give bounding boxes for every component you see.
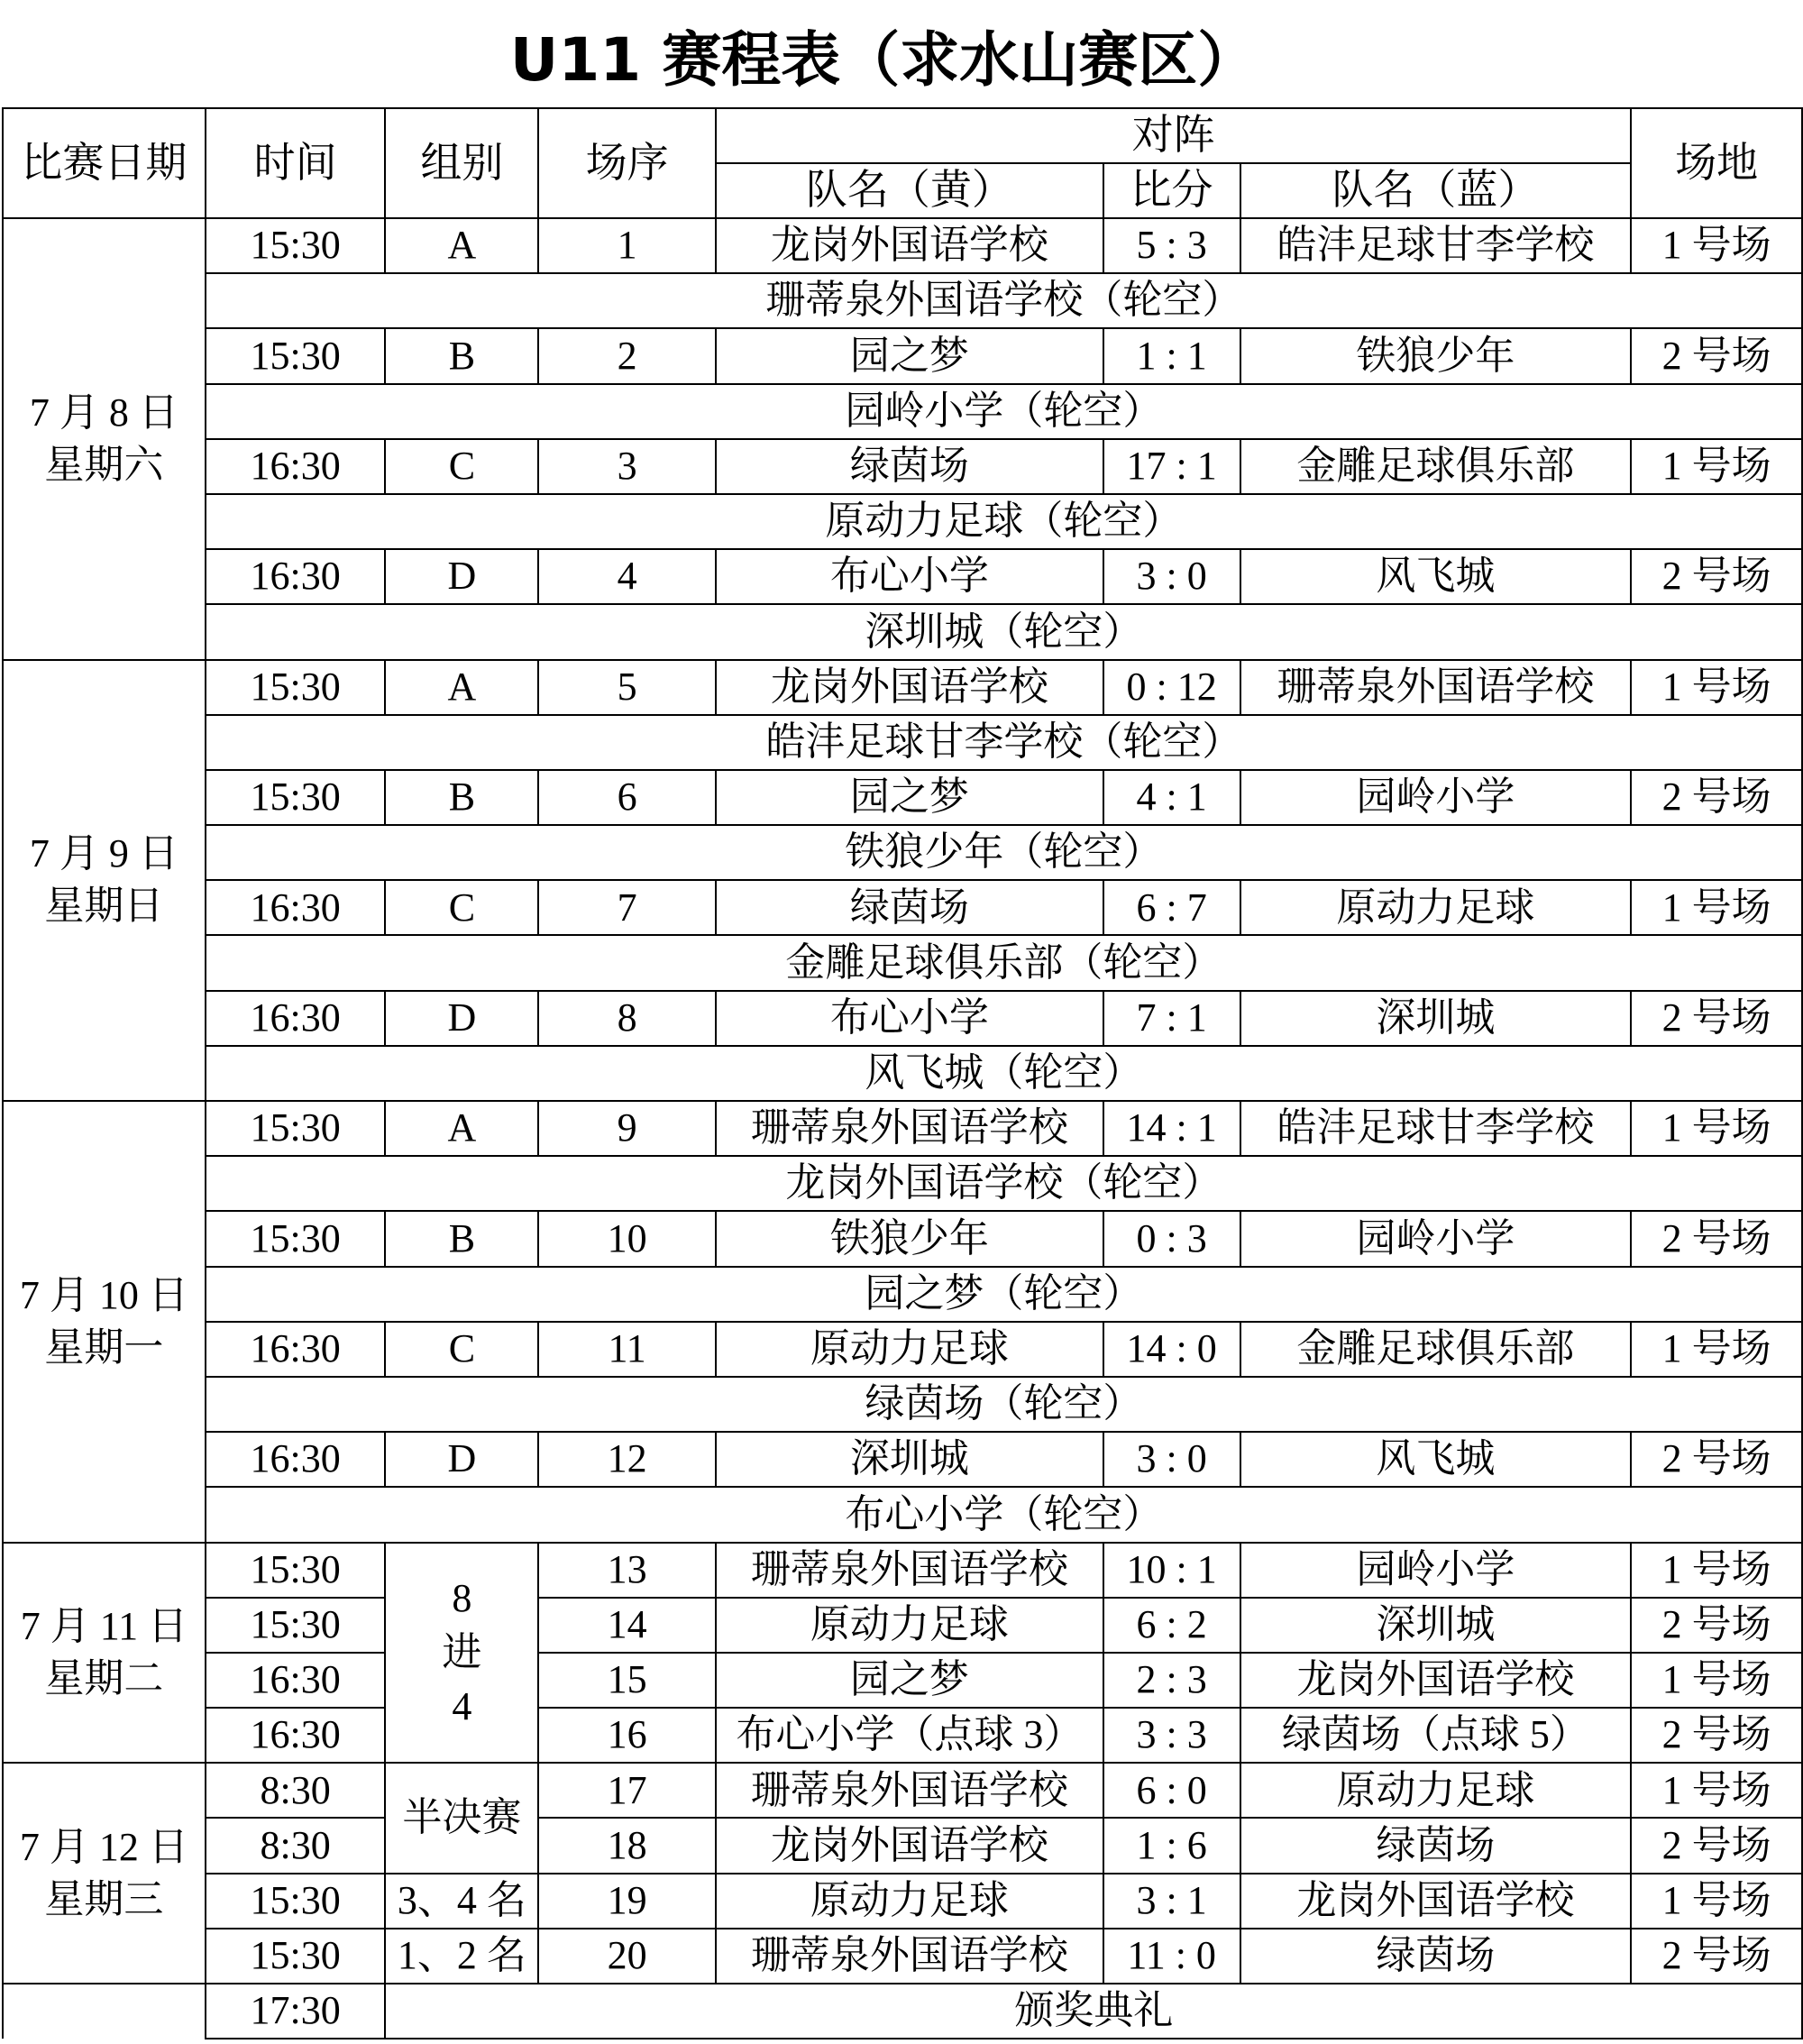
bye-cell: 原动力足球（轮空） — [206, 494, 1802, 549]
team-yellow-cell: 绿茵场 — [716, 880, 1103, 935]
bye-cell: 绿茵场（轮空） — [206, 1377, 1802, 1432]
group-cell: A — [385, 660, 538, 715]
team-yellow-cell: 铁狼少年 — [716, 1211, 1103, 1266]
group-cell: D — [385, 549, 538, 604]
team-blue-cell: 绿茵场 — [1240, 1818, 1632, 1873]
score-cell: 3 : 0 — [1103, 1432, 1240, 1487]
team-blue-cell: 金雕足球俱乐部 — [1240, 439, 1632, 494]
bye-cell: 金雕足球俱乐部（轮空） — [206, 935, 1802, 990]
score-cell: 1 : 6 — [1103, 1818, 1240, 1873]
time-cell: 15:30 — [206, 1543, 386, 1598]
score-cell: 3 : 3 — [1103, 1708, 1240, 1763]
page-title: U11 赛程表（求水山赛区） — [509, 25, 1258, 95]
date-label: 7 月 9 日 — [29, 831, 178, 876]
venue-cell: 1 号场 — [1631, 1101, 1802, 1156]
team-yellow-cell: 绿茵场 — [716, 439, 1103, 494]
team-yellow-cell: 珊蒂泉外国语学校 — [716, 1929, 1103, 1984]
table-row — [3, 935, 1802, 990]
time-cell: 16:30 — [206, 549, 386, 604]
team-blue-cell: 原动力足球 — [1240, 1763, 1632, 1818]
team-blue-cell: 珊蒂泉外国语学校 — [1240, 660, 1632, 715]
table-row — [3, 1156, 1802, 1211]
team-blue-cell: 风飞城 — [1240, 549, 1632, 604]
team-yellow-cell: 园之梦 — [716, 328, 1103, 383]
table-row — [3, 1984, 1802, 2039]
date-label: 7 月 11 日 — [20, 1603, 188, 1648]
weekday-label: 星期二 — [44, 1655, 164, 1700]
bye-cell: 皓沣足球甘李学校（轮空） — [206, 715, 1802, 770]
group-cell: B — [385, 770, 538, 825]
time-cell: 15:30 — [206, 328, 386, 383]
team-blue-cell: 园岭小学 — [1240, 1211, 1632, 1266]
order-cell: 3 — [538, 439, 716, 494]
team-blue-cell: 金雕足球俱乐部 — [1240, 1322, 1632, 1377]
table-row — [3, 1101, 1802, 1156]
table-row — [3, 1543, 1802, 1598]
order-cell: 18 — [538, 1818, 716, 1873]
team-blue-cell: 园岭小学 — [1240, 770, 1632, 825]
score-cell: 6 : 7 — [1103, 880, 1240, 935]
table-row — [3, 1432, 1802, 1487]
bye-cell: 深圳城（轮空） — [206, 604, 1802, 659]
team-yellow-cell: 园之梦 — [716, 770, 1103, 825]
venue-cell: 1 号场 — [1631, 1874, 1802, 1929]
score-cell: 0 : 12 — [1103, 660, 1240, 715]
time-cell: 15:30 — [206, 660, 386, 715]
team-yellow-cell: 园之梦 — [716, 1653, 1103, 1708]
score-cell: 14 : 1 — [1103, 1101, 1240, 1156]
table-row — [3, 1818, 1802, 1873]
table-row — [3, 1708, 1802, 1763]
time-cell: 15:30 — [206, 1598, 386, 1653]
venue-cell: 2 号场 — [1631, 1432, 1802, 1487]
time-cell: 15:30 — [206, 1101, 386, 1156]
table-row — [3, 660, 1802, 715]
header-venue: 场地 — [1631, 108, 1802, 218]
table-row — [3, 770, 1802, 825]
team-yellow-cell: 原动力足球 — [716, 1598, 1103, 1653]
table-row — [3, 825, 1802, 880]
venue-cell: 2 号场 — [1631, 1211, 1802, 1266]
table-row — [3, 880, 1802, 935]
table-row — [3, 384, 1802, 439]
time-cell: 15:30 — [206, 770, 386, 825]
date-label: 7 月 12 日 — [19, 1824, 188, 1869]
score-cell: 17 : 1 — [1103, 439, 1240, 494]
venue-cell: 1 号场 — [1631, 660, 1802, 715]
team-blue-cell: 皓沣足球甘李学校 — [1240, 1101, 1632, 1156]
date-cell — [3, 660, 206, 1102]
score-cell: 7 : 1 — [1103, 991, 1240, 1046]
team-yellow-cell: 布心小学 — [716, 991, 1103, 1046]
date-cell — [3, 218, 206, 660]
weekday-label: 星期六 — [44, 442, 164, 487]
team-blue-cell: 铁狼少年 — [1240, 328, 1632, 383]
table-row — [3, 1653, 1802, 1708]
team-yellow-cell: 布心小学 — [716, 549, 1103, 604]
team-blue-cell: 原动力足球 — [1240, 880, 1632, 935]
stage-cell — [385, 1543, 538, 1764]
venue-cell: 1 号场 — [1631, 1763, 1802, 1818]
score-cell: 4 : 1 — [1103, 770, 1240, 825]
order-cell: 4 — [538, 549, 716, 604]
team-yellow-cell: 原动力足球 — [716, 1322, 1103, 1377]
order-cell: 13 — [538, 1543, 716, 1598]
header-date: 比赛日期 — [3, 108, 206, 218]
venue-cell: 1 号场 — [1631, 1653, 1802, 1708]
order-cell: 20 — [538, 1929, 716, 1984]
order-cell: 7 — [538, 880, 716, 935]
time-cell: 15:30 — [206, 1874, 386, 1929]
venue-cell: 1 号场 — [1631, 1322, 1802, 1377]
stage-cell: 半决赛 — [385, 1763, 538, 1873]
table-row — [3, 1487, 1802, 1542]
team-blue-cell: 龙岗外国语学校 — [1240, 1653, 1632, 1708]
table-row — [3, 218, 1802, 273]
order-cell: 15 — [538, 1653, 716, 1708]
order-cell: 6 — [538, 770, 716, 825]
empty-date-cell — [3, 1984, 206, 2039]
score-cell: 3 : 0 — [1103, 549, 1240, 604]
ceremony-cell: 颁奖典礼 — [385, 1984, 1802, 2039]
order-cell: 12 — [538, 1432, 716, 1487]
venue-cell: 2 号场 — [1631, 549, 1802, 604]
team-yellow-cell: 珊蒂泉外国语学校 — [716, 1101, 1103, 1156]
date-cell — [3, 1543, 206, 1764]
stage-line: 进 — [442, 1629, 482, 1674]
bye-cell: 铁狼少年（轮空） — [206, 825, 1802, 880]
header-team-blue: 队名（蓝） — [1240, 163, 1632, 218]
score-cell: 0 : 3 — [1103, 1211, 1240, 1266]
group-cell: C — [385, 439, 538, 494]
group-cell: D — [385, 1432, 538, 1487]
team-blue-cell: 皓沣足球甘李学校 — [1240, 218, 1632, 273]
header-group: 组别 — [385, 108, 538, 218]
time-cell: 17:30 — [206, 1984, 386, 2039]
bye-cell: 园岭小学（轮空） — [206, 384, 1802, 439]
group-cell: B — [385, 328, 538, 383]
weekday-label: 星期日 — [44, 884, 164, 929]
time-cell: 16:30 — [206, 1708, 386, 1763]
stage-line: 8 — [452, 1575, 472, 1620]
date-label: 7 月 10 日 — [19, 1272, 188, 1317]
team-blue-cell: 深圳城 — [1240, 991, 1632, 1046]
venue-cell: 2 号场 — [1631, 770, 1802, 825]
team-yellow-cell: 布心小学（点球 3） — [716, 1708, 1103, 1763]
team-blue-cell: 绿茵场 — [1240, 1929, 1632, 1984]
order-cell: 16 — [538, 1708, 716, 1763]
score-cell: 6 : 0 — [1103, 1763, 1240, 1818]
header-matchup: 对阵 — [716, 108, 1631, 163]
team-yellow-cell: 深圳城 — [716, 1432, 1103, 1487]
group-cell: B — [385, 1211, 538, 1266]
score-cell: 10 : 1 — [1103, 1543, 1240, 1598]
group-cell: A — [385, 1101, 538, 1156]
group-cell: D — [385, 991, 538, 1046]
team-yellow-cell: 珊蒂泉外国语学校 — [716, 1763, 1103, 1818]
table-row — [3, 1267, 1802, 1322]
venue-cell: 2 号场 — [1631, 1818, 1802, 1873]
time-cell: 15:30 — [206, 1929, 386, 1984]
venue-cell: 2 号场 — [1631, 1598, 1802, 1653]
team-yellow-cell: 珊蒂泉外国语学校 — [716, 1543, 1103, 1598]
team-yellow-cell: 龙岗外国语学校 — [716, 660, 1103, 715]
time-cell: 15:30 — [206, 1211, 386, 1266]
bye-cell: 布心小学（轮空） — [206, 1487, 1802, 1542]
table-row — [3, 991, 1802, 1046]
weekday-label: 星期一 — [44, 1324, 164, 1370]
team-blue-cell: 绿茵场（点球 5） — [1240, 1708, 1632, 1763]
order-cell: 11 — [538, 1322, 716, 1377]
bye-cell: 风飞城（轮空） — [206, 1046, 1802, 1101]
bye-cell: 园之梦（轮空） — [206, 1267, 1802, 1322]
team-yellow-cell: 龙岗外国语学校 — [716, 218, 1103, 273]
group-cell: A — [385, 218, 538, 273]
time-cell: 16:30 — [206, 880, 386, 935]
score-cell: 11 : 0 — [1103, 1929, 1240, 1984]
time-cell: 15:30 — [206, 218, 386, 273]
score-cell: 3 : 1 — [1103, 1874, 1240, 1929]
score-cell: 6 : 2 — [1103, 1598, 1240, 1653]
order-cell: 19 — [538, 1874, 716, 1929]
order-cell: 9 — [538, 1101, 716, 1156]
table-row — [3, 328, 1802, 383]
score-cell: 1 : 1 — [1103, 328, 1240, 383]
date-cell — [3, 1763, 206, 1984]
table-row — [3, 715, 1802, 770]
score-cell: 2 : 3 — [1103, 1653, 1240, 1708]
time-cell: 16:30 — [206, 991, 386, 1046]
venue-cell: 2 号场 — [1631, 991, 1802, 1046]
venue-cell: 1 号场 — [1631, 880, 1802, 935]
order-cell: 8 — [538, 991, 716, 1046]
table-row — [3, 1929, 1802, 1984]
table-row — [3, 549, 1802, 604]
time-cell: 8:30 — [206, 1763, 386, 1818]
table-row — [3, 273, 1802, 328]
venue-cell: 1 号场 — [1631, 1543, 1802, 1598]
score-cell: 14 : 0 — [1103, 1322, 1240, 1377]
team-yellow-cell: 原动力足球 — [716, 1874, 1103, 1929]
order-cell: 1 — [538, 218, 716, 273]
venue-cell: 2 号场 — [1631, 328, 1802, 383]
table-row — [3, 1211, 1802, 1266]
time-cell: 16:30 — [206, 1322, 386, 1377]
table-row — [3, 1322, 1802, 1377]
group-cell: C — [385, 880, 538, 935]
date-label: 7 月 8 日 — [29, 390, 178, 435]
date-cell — [3, 1101, 206, 1543]
table-row — [3, 1377, 1802, 1432]
bye-cell: 珊蒂泉外国语学校（轮空） — [206, 273, 1802, 328]
bye-cell: 龙岗外国语学校（轮空） — [206, 1156, 1802, 1211]
header-team-yellow: 队名（黄） — [716, 163, 1103, 218]
stage-cell: 1、2 名 — [385, 1929, 538, 1984]
order-cell: 17 — [538, 1763, 716, 1818]
header-score: 比分 — [1103, 163, 1240, 218]
team-blue-cell: 龙岗外国语学校 — [1240, 1874, 1632, 1929]
venue-cell: 2 号场 — [1631, 1708, 1802, 1763]
time-cell: 16:30 — [206, 1432, 386, 1487]
time-cell: 16:30 — [206, 439, 386, 494]
team-yellow-cell: 龙岗外国语学校 — [716, 1818, 1103, 1873]
table-row — [3, 494, 1802, 549]
group-cell: C — [385, 1322, 538, 1377]
team-blue-cell: 风飞城 — [1240, 1432, 1632, 1487]
order-cell: 2 — [538, 328, 716, 383]
order-cell: 10 — [538, 1211, 716, 1266]
venue-cell: 1 号场 — [1631, 218, 1802, 273]
team-blue-cell: 深圳城 — [1240, 1598, 1632, 1653]
header-order: 场序 — [538, 108, 716, 218]
table-row — [3, 1046, 1802, 1101]
score-cell: 5 : 3 — [1103, 218, 1240, 273]
order-cell: 14 — [538, 1598, 716, 1653]
table-row — [3, 604, 1802, 659]
venue-cell: 1 号场 — [1631, 439, 1802, 494]
time-cell: 16:30 — [206, 1653, 386, 1708]
schedule-table — [2, 107, 1803, 2039]
team-blue-cell: 园岭小学 — [1240, 1543, 1632, 1598]
table-row — [3, 1874, 1802, 1929]
order-cell: 5 — [538, 660, 716, 715]
header-time: 时间 — [206, 108, 386, 218]
time-cell: 8:30 — [206, 1818, 386, 1873]
table-row — [3, 1598, 1802, 1653]
stage-line: 4 — [452, 1683, 472, 1728]
table-row — [3, 439, 1802, 494]
table-row — [3, 1763, 1802, 1818]
stage-cell: 3、4 名 — [385, 1874, 538, 1929]
weekday-label: 星期三 — [44, 1876, 164, 1921]
venue-cell: 2 号场 — [1631, 1929, 1802, 1984]
